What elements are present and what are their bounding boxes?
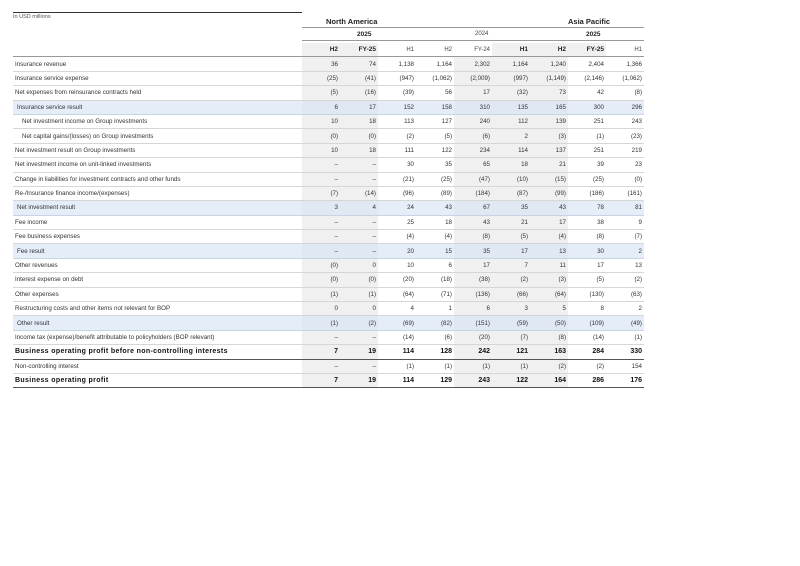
row-value: 2 bbox=[492, 129, 530, 143]
row-value: (2) bbox=[530, 359, 568, 373]
row-value: (0) bbox=[302, 273, 340, 287]
row-value: (8) bbox=[530, 330, 568, 344]
table-row bbox=[13, 201, 644, 215]
region-north-america: North America bbox=[326, 17, 378, 26]
row-value: (184) bbox=[454, 186, 492, 200]
row-value: 139 bbox=[530, 114, 568, 128]
row-value: 300 bbox=[568, 100, 606, 114]
row-value: – bbox=[340, 172, 378, 186]
row-value: 39 bbox=[568, 158, 606, 172]
col-header: FY-25 bbox=[568, 43, 606, 57]
row-value: – bbox=[302, 330, 340, 344]
row-value: (2) bbox=[378, 129, 416, 143]
row-value: 1,164 bbox=[492, 57, 530, 71]
row-value: 112 bbox=[492, 114, 530, 128]
row-value: (63) bbox=[606, 287, 644, 301]
row-value: 1 bbox=[416, 302, 454, 316]
row-value: (5) bbox=[302, 86, 340, 100]
row-value: 2,404 bbox=[568, 57, 606, 71]
row-value: 3 bbox=[302, 201, 340, 215]
row-value: 2,302 bbox=[454, 57, 492, 71]
table-row bbox=[13, 330, 644, 344]
row-value: (8) bbox=[454, 230, 492, 244]
row-label: Other revenues bbox=[13, 258, 302, 272]
col-header: H1 bbox=[492, 43, 530, 57]
row-value: 19 bbox=[340, 345, 378, 359]
row-value: 128 bbox=[416, 345, 454, 359]
col-header: FY-24 bbox=[454, 43, 492, 57]
row-value: 15 bbox=[416, 244, 454, 258]
row-value: (32) bbox=[492, 86, 530, 100]
row-value: 152 bbox=[378, 100, 416, 114]
row-label: Other expenses bbox=[13, 287, 302, 301]
row-label: Restructuring costs and other items not relevant for BOP bbox=[13, 302, 302, 316]
row-value: 43 bbox=[454, 215, 492, 229]
region-asia-pacific: Asia Pacific bbox=[568, 17, 611, 26]
table-row bbox=[13, 316, 644, 330]
year-ap-2025: 2025 bbox=[586, 31, 601, 38]
row-value: (64) bbox=[378, 287, 416, 301]
row-value: 78 bbox=[568, 201, 606, 215]
row-value: 10 bbox=[302, 143, 340, 157]
row-value: 35 bbox=[454, 244, 492, 258]
column-header-row bbox=[13, 43, 644, 57]
row-value: – bbox=[302, 172, 340, 186]
units-label: In USD millions bbox=[13, 12, 302, 20]
row-value: 286 bbox=[568, 373, 606, 387]
row-value: – bbox=[340, 158, 378, 172]
row-value: (10) bbox=[492, 172, 530, 186]
col-header: H2 bbox=[416, 43, 454, 57]
region-divider bbox=[302, 27, 644, 28]
row-value: (2) bbox=[606, 273, 644, 287]
row-value: (0) bbox=[340, 273, 378, 287]
row-value: (66) bbox=[492, 287, 530, 301]
row-value: (64) bbox=[530, 287, 568, 301]
row-value: (2,146) bbox=[568, 71, 606, 85]
row-value: (49) bbox=[606, 316, 644, 330]
row-label: Net capital gains/(losses) on Group investments bbox=[13, 129, 302, 143]
row-value: (136) bbox=[454, 287, 492, 301]
row-value: (2,009) bbox=[454, 71, 492, 85]
row-value: – bbox=[340, 244, 378, 258]
row-value: 1,138 bbox=[378, 57, 416, 71]
row-value: (39) bbox=[378, 86, 416, 100]
row-value: 6 bbox=[416, 258, 454, 272]
row-value: 24 bbox=[378, 201, 416, 215]
row-value: 38 bbox=[568, 215, 606, 229]
row-value: 1,164 bbox=[416, 57, 454, 71]
row-value: 8 bbox=[568, 302, 606, 316]
row-value: 129 bbox=[416, 373, 454, 387]
row-value: 18 bbox=[340, 143, 378, 157]
col-header: H2 bbox=[530, 43, 568, 57]
row-value: (20) bbox=[454, 330, 492, 344]
row-value: 4 bbox=[340, 201, 378, 215]
row-value: 6 bbox=[454, 302, 492, 316]
row-value: (0) bbox=[302, 258, 340, 272]
row-value: 7 bbox=[492, 258, 530, 272]
row-value: (5) bbox=[492, 230, 530, 244]
row-value: 17 bbox=[454, 86, 492, 100]
row-value: 1,240 bbox=[530, 57, 568, 71]
row-value: 176 bbox=[606, 373, 644, 387]
row-value: (1) bbox=[492, 359, 530, 373]
financial-table bbox=[13, 43, 644, 388]
row-value: 165 bbox=[530, 100, 568, 114]
table-row bbox=[13, 373, 644, 387]
row-value: (14) bbox=[378, 330, 416, 344]
row-value: 330 bbox=[606, 345, 644, 359]
row-value: 25 bbox=[378, 215, 416, 229]
row-value: (0) bbox=[340, 129, 378, 143]
row-value: 113 bbox=[378, 114, 416, 128]
year-divider bbox=[302, 40, 644, 41]
row-label: Insurance service expense bbox=[13, 71, 302, 85]
row-value: 18 bbox=[340, 114, 378, 128]
row-value: 73 bbox=[530, 86, 568, 100]
row-value: – bbox=[340, 215, 378, 229]
row-value: (23) bbox=[606, 129, 644, 143]
row-value: (14) bbox=[568, 330, 606, 344]
row-value: 13 bbox=[606, 258, 644, 272]
row-value: 21 bbox=[492, 215, 530, 229]
row-value: 158 bbox=[416, 100, 454, 114]
row-value: (5) bbox=[416, 129, 454, 143]
row-value: (6) bbox=[416, 330, 454, 344]
row-value: – bbox=[302, 158, 340, 172]
row-value: 56 bbox=[416, 86, 454, 100]
row-value: 111 bbox=[378, 143, 416, 157]
row-value: (25) bbox=[568, 172, 606, 186]
row-value: (1) bbox=[302, 316, 340, 330]
row-value: 243 bbox=[454, 373, 492, 387]
table-row bbox=[13, 172, 644, 186]
row-value: 4 bbox=[378, 302, 416, 316]
row-value: (8) bbox=[568, 230, 606, 244]
row-value: 0 bbox=[302, 302, 340, 316]
row-value: (1,062) bbox=[416, 71, 454, 85]
row-value: 10 bbox=[378, 258, 416, 272]
row-value: 114 bbox=[492, 143, 530, 157]
row-label: Net investment income on Group investments bbox=[13, 114, 302, 128]
table-row bbox=[13, 359, 644, 373]
row-value: (186) bbox=[568, 186, 606, 200]
col-header: FY-25 bbox=[340, 43, 378, 57]
row-value: 17 bbox=[492, 244, 530, 258]
row-value: 122 bbox=[416, 143, 454, 157]
row-value: (14) bbox=[340, 186, 378, 200]
col-header: H1 bbox=[378, 43, 416, 57]
row-value: (8) bbox=[606, 86, 644, 100]
table-row bbox=[13, 143, 644, 157]
row-value: – bbox=[340, 230, 378, 244]
row-value: (2) bbox=[492, 273, 530, 287]
row-value: (18) bbox=[416, 273, 454, 287]
row-value: (1) bbox=[606, 330, 644, 344]
row-value: (109) bbox=[568, 316, 606, 330]
row-value: 0 bbox=[340, 258, 378, 272]
row-value: (1) bbox=[302, 287, 340, 301]
row-value: 18 bbox=[492, 158, 530, 172]
row-value: (15) bbox=[530, 172, 568, 186]
row-value: 17 bbox=[530, 215, 568, 229]
row-label: Change in liabilities for investment contracts and other funds bbox=[13, 172, 302, 186]
row-value: 30 bbox=[568, 244, 606, 258]
row-value: (21) bbox=[378, 172, 416, 186]
row-value: (2) bbox=[340, 316, 378, 330]
row-value: 284 bbox=[568, 345, 606, 359]
row-label: Insurance service result bbox=[13, 100, 302, 114]
row-value: (161) bbox=[606, 186, 644, 200]
row-value: – bbox=[302, 230, 340, 244]
row-value: (1) bbox=[340, 287, 378, 301]
row-value: (50) bbox=[530, 316, 568, 330]
row-value: 11 bbox=[530, 258, 568, 272]
row-value: 0 bbox=[340, 302, 378, 316]
row-value: 81 bbox=[606, 201, 644, 215]
row-value: (1,062) bbox=[606, 71, 644, 85]
year-na-2025: 2025 bbox=[357, 31, 372, 38]
row-value: 1,366 bbox=[606, 57, 644, 71]
row-value: 17 bbox=[568, 258, 606, 272]
row-value: 242 bbox=[454, 345, 492, 359]
col-header: H2 bbox=[302, 43, 340, 57]
table-row bbox=[13, 287, 644, 301]
row-value: 114 bbox=[378, 373, 416, 387]
row-value: 10 bbox=[302, 114, 340, 128]
row-value: 3 bbox=[492, 302, 530, 316]
row-value: (89) bbox=[416, 186, 454, 200]
row-value: 35 bbox=[416, 158, 454, 172]
table-row bbox=[13, 114, 644, 128]
table-row bbox=[13, 71, 644, 85]
table-row bbox=[13, 100, 644, 114]
row-value: – bbox=[302, 359, 340, 373]
row-label: Fee result bbox=[13, 244, 302, 258]
row-value: (20) bbox=[378, 273, 416, 287]
row-value: (947) bbox=[378, 71, 416, 85]
year-na-2024: 2024 bbox=[475, 31, 489, 37]
row-value: (997) bbox=[492, 71, 530, 85]
row-label: Net investment result bbox=[13, 201, 302, 215]
row-value: 122 bbox=[492, 373, 530, 387]
row-value: (38) bbox=[454, 273, 492, 287]
table-row bbox=[13, 186, 644, 200]
row-value: (2) bbox=[568, 359, 606, 373]
row-value: (3) bbox=[530, 273, 568, 287]
row-value: (1) bbox=[378, 359, 416, 373]
row-value: (16) bbox=[340, 86, 378, 100]
row-label: Re-/Insurance finance income/(expenses) bbox=[13, 186, 302, 200]
row-value: 43 bbox=[416, 201, 454, 215]
row-value: (1) bbox=[568, 129, 606, 143]
row-label: Net expenses from reinsurance contracts held bbox=[13, 86, 302, 100]
row-value: 251 bbox=[568, 114, 606, 128]
row-value: (130) bbox=[568, 287, 606, 301]
row-value: (71) bbox=[416, 287, 454, 301]
row-value: 296 bbox=[606, 100, 644, 114]
row-label: Non-controlling interest bbox=[13, 359, 302, 373]
row-value: 13 bbox=[530, 244, 568, 258]
row-value: – bbox=[302, 244, 340, 258]
row-value: 7 bbox=[302, 345, 340, 359]
table-row bbox=[13, 129, 644, 143]
row-value: 17 bbox=[340, 100, 378, 114]
row-label: Insurance revenue bbox=[13, 57, 302, 71]
row-value: 67 bbox=[454, 201, 492, 215]
row-label: Business operating profit before non-controlling interests bbox=[13, 345, 302, 359]
row-value: (1) bbox=[416, 359, 454, 373]
row-value: 137 bbox=[530, 143, 568, 157]
row-value: (87) bbox=[492, 186, 530, 200]
row-value: 19 bbox=[340, 373, 378, 387]
row-value: 6 bbox=[302, 100, 340, 114]
row-value: 163 bbox=[530, 345, 568, 359]
row-value: 164 bbox=[530, 373, 568, 387]
row-value: (0) bbox=[606, 172, 644, 186]
row-value: 17 bbox=[454, 258, 492, 272]
row-value: 240 bbox=[454, 114, 492, 128]
row-value: (7) bbox=[492, 330, 530, 344]
row-label: Income tax (expense)/benefit attributable to policyholders (BOP relevant) bbox=[13, 330, 302, 344]
row-value: 43 bbox=[530, 201, 568, 215]
row-value: 114 bbox=[378, 345, 416, 359]
row-value: 154 bbox=[606, 359, 644, 373]
table-body bbox=[13, 57, 644, 388]
row-value: (3) bbox=[530, 129, 568, 143]
row-value: 9 bbox=[606, 215, 644, 229]
row-value: 135 bbox=[492, 100, 530, 114]
row-value: 20 bbox=[378, 244, 416, 258]
table-row bbox=[13, 244, 644, 258]
row-value: (41) bbox=[340, 71, 378, 85]
row-value: 243 bbox=[606, 114, 644, 128]
table-row bbox=[13, 273, 644, 287]
row-value: – bbox=[302, 215, 340, 229]
row-value: 234 bbox=[454, 143, 492, 157]
row-value: 21 bbox=[530, 158, 568, 172]
row-label: Fee business expenses bbox=[13, 230, 302, 244]
row-value: 74 bbox=[340, 57, 378, 71]
row-value: – bbox=[340, 330, 378, 344]
row-value: (96) bbox=[378, 186, 416, 200]
row-value: 65 bbox=[454, 158, 492, 172]
row-value: 2 bbox=[606, 302, 644, 316]
row-value: 35 bbox=[492, 201, 530, 215]
row-value: (151) bbox=[454, 316, 492, 330]
row-value: 30 bbox=[378, 158, 416, 172]
row-value: (25) bbox=[302, 71, 340, 85]
row-value: 127 bbox=[416, 114, 454, 128]
row-value: 23 bbox=[606, 158, 644, 172]
row-label: Net investment income on unit-linked investments bbox=[13, 158, 302, 172]
row-value: 251 bbox=[568, 143, 606, 157]
row-value: (4) bbox=[378, 230, 416, 244]
row-value: (4) bbox=[416, 230, 454, 244]
row-value: 121 bbox=[492, 345, 530, 359]
row-value: 18 bbox=[416, 215, 454, 229]
row-label: Net investment result on Group investments bbox=[13, 143, 302, 157]
row-value: 36 bbox=[302, 57, 340, 71]
row-value: (7) bbox=[606, 230, 644, 244]
table-row bbox=[13, 302, 644, 316]
table-row bbox=[13, 230, 644, 244]
table-row bbox=[13, 158, 644, 172]
header-spacer bbox=[13, 43, 302, 57]
col-header: H1 bbox=[606, 43, 644, 57]
row-value: (99) bbox=[530, 186, 568, 200]
table-row bbox=[13, 345, 644, 359]
row-value: 7 bbox=[302, 373, 340, 387]
row-label: Interest expense on debt bbox=[13, 273, 302, 287]
row-value: (4) bbox=[530, 230, 568, 244]
table-row bbox=[13, 258, 644, 272]
row-label: Business operating profit bbox=[13, 373, 302, 387]
table-row bbox=[13, 86, 644, 100]
row-value: (1) bbox=[454, 359, 492, 373]
row-value: (7) bbox=[302, 186, 340, 200]
row-value: 42 bbox=[568, 86, 606, 100]
row-value: 310 bbox=[454, 100, 492, 114]
row-value: (82) bbox=[416, 316, 454, 330]
row-value: 219 bbox=[606, 143, 644, 157]
row-value: (59) bbox=[492, 316, 530, 330]
row-value: (25) bbox=[416, 172, 454, 186]
row-value: (47) bbox=[454, 172, 492, 186]
row-value: 5 bbox=[530, 302, 568, 316]
row-value: (5) bbox=[568, 273, 606, 287]
row-value: (1,149) bbox=[530, 71, 568, 85]
row-value: (0) bbox=[302, 129, 340, 143]
row-value: 2 bbox=[606, 244, 644, 258]
table-row bbox=[13, 57, 644, 71]
row-value: (69) bbox=[378, 316, 416, 330]
row-label: Other result bbox=[13, 316, 302, 330]
row-value: (6) bbox=[454, 129, 492, 143]
row-value: – bbox=[340, 359, 378, 373]
row-label: Fee income bbox=[13, 215, 302, 229]
table-row bbox=[13, 215, 644, 229]
